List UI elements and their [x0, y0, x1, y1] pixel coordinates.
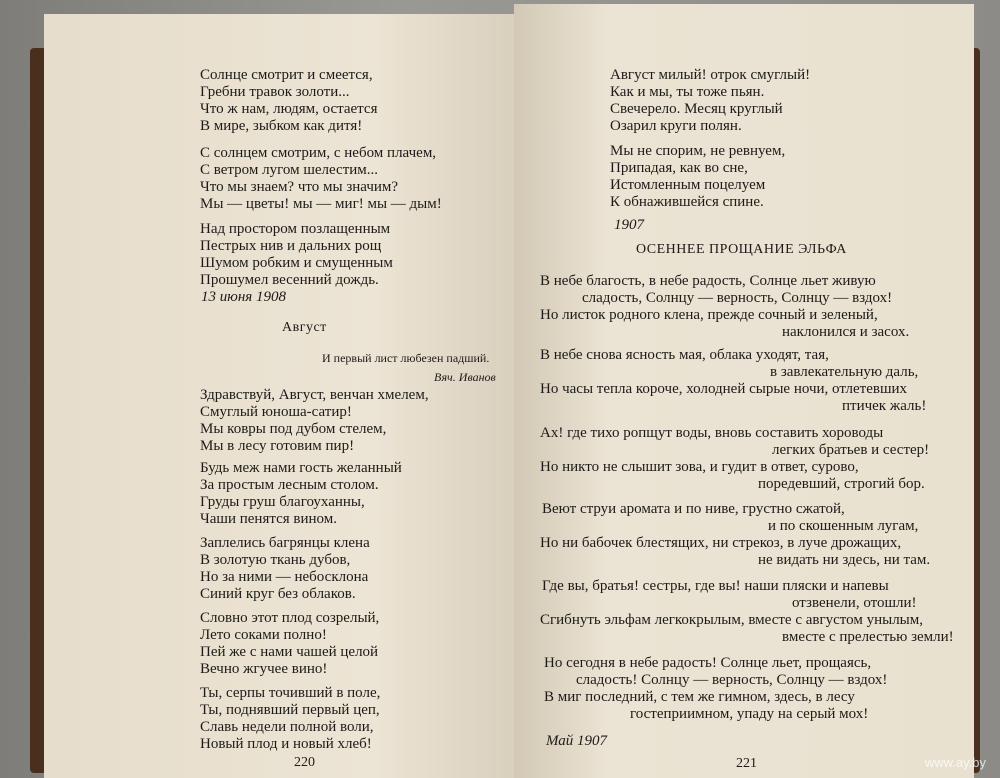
poem-line: Гребни травок золоти... [200, 84, 350, 100]
poem-line: Веют струи аромата и по ниве, грустно сжатой, [542, 501, 845, 517]
poem-line: Чаши пенятся вином. [200, 511, 337, 527]
poem-date: Май 1907 [546, 733, 608, 749]
poem-line: Мы ковры под дубом стелем, [200, 421, 387, 437]
poem-line: и по скошенным лугам, [768, 518, 919, 534]
poem-line: Но сегодня в небе радость! Солнце льет, прощаясь, [544, 655, 872, 671]
poem-line: К обнажившейся спине. [610, 194, 764, 210]
poem-line: Свечерело. Месяц круглый [610, 101, 783, 117]
poem-line: Но за ними — небосклона [200, 569, 369, 585]
poem-line: Заплелись багрянцы клена [200, 535, 370, 551]
poem-line: Мы не спорим, не ревнуем, [610, 143, 786, 159]
poem-date: 1907 [614, 217, 644, 233]
poem-line: Припадая, как во сне, [610, 160, 748, 176]
poem-line: Где вы, братья! сестры, где вы! наши пляски и напевы [542, 578, 889, 594]
poem-line: сладость! Солнцу — верность, Солнцу — вздох! [576, 672, 888, 688]
poem-line: С ветром лугом шелестим... [200, 162, 379, 178]
poem-line: Новый плод и новый хлеб! [200, 736, 372, 752]
poem-line: Ты, поднявший первый цеп, [200, 702, 380, 718]
poem-line: поредевший, строгий бор. [758, 476, 925, 492]
poem-line: вместе с прелестью земли! [782, 629, 954, 645]
poem-line: Мы — цветы! мы — миг! мы — дым! [200, 196, 442, 212]
epigraph-author: Вяч. Иванов [434, 370, 496, 384]
poem-line: птичек жаль! [842, 398, 927, 414]
poem-line: Прошумел весенний дождь. [200, 272, 379, 288]
poem-line: Сгибнуть эльфам легкокрылым, вместе с августом унылым, [540, 612, 923, 628]
poem-line: наклонился и засох. [782, 324, 910, 340]
poem-title: Август [282, 320, 327, 335]
poem-line: Август милый! отрок смуглый! [610, 67, 811, 83]
poem-line: сладость, Солнцу — верность, Солнцу — вздох! [582, 290, 893, 306]
poem-line: Истомленным поцелуем [610, 177, 766, 193]
poem-line: Над простором позлащенным [200, 221, 391, 237]
poem-line: Но ни бабочек блестящих, ни стрекоз, в луче дрожащих, [540, 535, 902, 551]
poem-line: Груды груш благоуханны, [200, 494, 365, 510]
poem-line: Здравствуй, Август, венчан хмелем, [200, 387, 429, 403]
poem-line: Славь недели полной воли, [200, 719, 374, 735]
poem-title: ОСЕННЕЕ ПРОЩАНИЕ ЭЛЬФА [636, 242, 847, 257]
poem-line: За простым лесным столом. [200, 477, 379, 493]
poem-line: Смуглый юноша-сатир! [200, 404, 352, 420]
poem-line: В миг последний, с тем же гимном, здесь, в лесу [544, 689, 855, 705]
epigraph: И первый лист любезен падший. [322, 351, 490, 365]
poem-line: Мы в лесу готовим пир! [200, 438, 355, 454]
poem-line: Вечно жгучее вино! [200, 661, 328, 677]
poem-line: Пестрых нив и дальних рощ [200, 238, 382, 254]
right-page [514, 4, 974, 778]
poem-line: отзвенели, отошли! [792, 595, 917, 611]
poem-line: Ах! где тихо ропщут воды, вновь составить хороводы [540, 425, 884, 441]
poem-line: гостеприимном, упаду на серый мох! [630, 706, 869, 722]
poem-line: Что мы знаем? что мы значим? [200, 179, 399, 195]
poem-line: Ты, серпы точивший в поле, [200, 685, 381, 701]
poem-line: не видать ни здесь, ни там. [758, 552, 931, 568]
poem-line: Но листок родного клена, прежде сочный и зеленый, [540, 307, 878, 323]
poem-line: В небе благость, в небе радость, Солнце льет живую [540, 273, 876, 289]
page-number: 220 [294, 755, 315, 770]
page-number: 221 [736, 756, 757, 771]
poem-line: Шумом робким и смущенным [200, 255, 393, 271]
poem-date: 13 июня 1908 [201, 289, 286, 305]
poem-line: в завлекательную даль, [770, 364, 919, 380]
poem-line: Синий круг без облаков. [200, 586, 356, 602]
poem-line: С солнцем смотрим, с небом плачем, [200, 145, 437, 161]
poem-line: В небе снова ясность мая, облака уходят, тая, [540, 347, 829, 363]
poem-line: Но часы тепла короче, холодней сырые ночи, отлетевших [540, 381, 908, 397]
poem-line: Как и мы, ты тоже пьян. [610, 84, 765, 100]
poem-line: В мире, зыбком как дитя! [200, 118, 363, 134]
poem-line: Солнце смотрит и смеется, [200, 67, 373, 83]
poem-line: Словно этот плод созрелый, [200, 610, 380, 626]
poem-line: легких братьев и сестер! [772, 442, 930, 458]
poem-line: Озарил круги полян. [610, 118, 742, 134]
poem-line: В золотую ткань дубов, [200, 552, 351, 568]
left-page [44, 14, 516, 778]
poem-line: Лето соками полно! [200, 627, 327, 643]
watermark-text: www.ay.by [924, 755, 986, 770]
poem-line: Но никто не слышит зова, и гудит в ответ, сурово, [540, 459, 859, 475]
poem-line: Что ж нам, людям, остается [200, 101, 378, 117]
poem-line: Будь меж нами гость желанный [200, 460, 402, 476]
poem-line: Пей же с нами чашей целой [200, 644, 379, 660]
